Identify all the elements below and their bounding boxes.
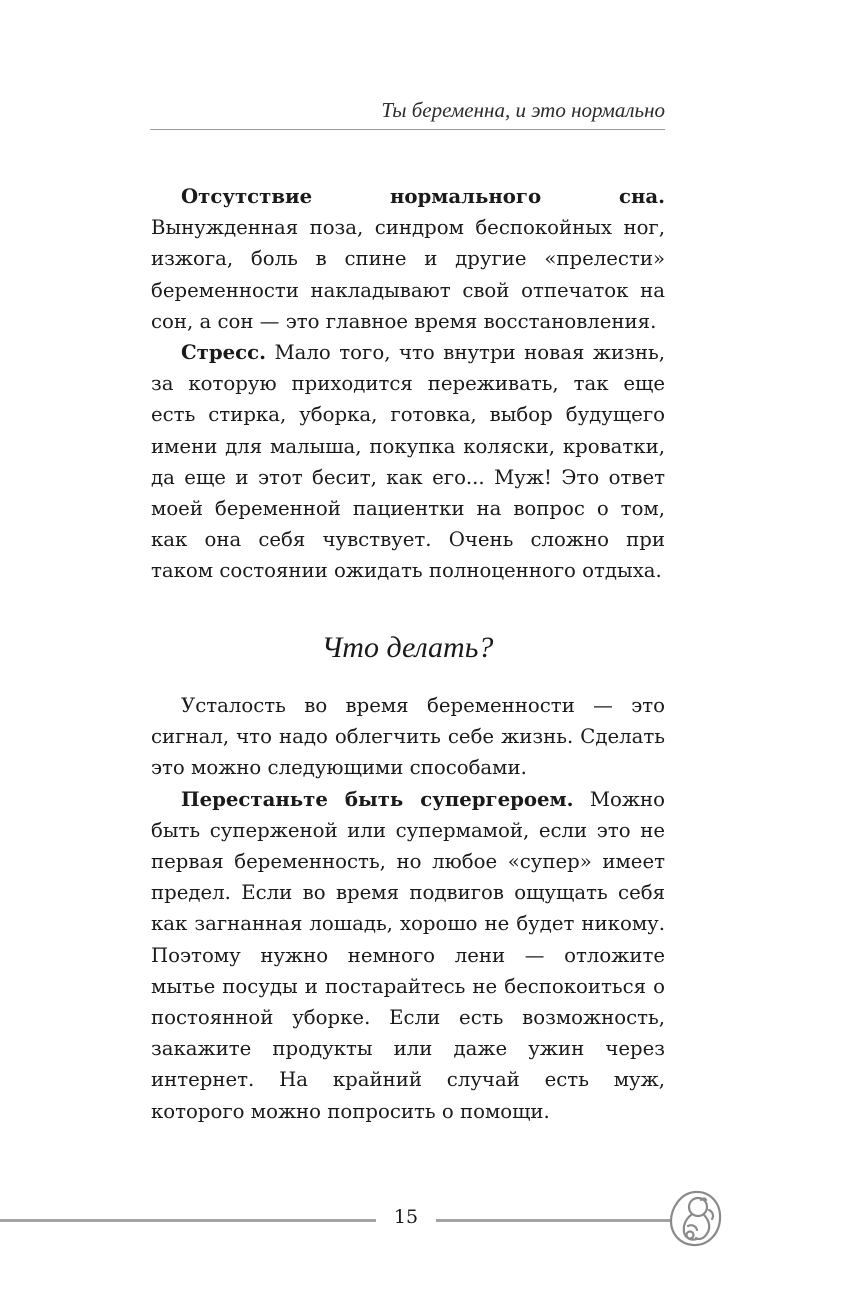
paragraph-fatigue <box>151 690 665 784</box>
paragraph-superhero-lead: Перестаньте быть супергероем. <box>181 787 574 811</box>
paragraph-stress-lead: Стресс. <box>181 341 266 365</box>
paragraph-fatigue-text: Усталость во время беременности — это сигнал, что надо облегчить себе жизнь. Сделать это можно следующими способами. <box>151 694 665 780</box>
running-header: Ты беременна, и это нормально <box>381 98 665 122</box>
paragraph-stress-text: Мало того, что внутри новая жизнь, за которую приходится переживать, так еще есть стирка, уборка, готовка, выбор будущего имени для малыша, покупка коляски, кроватки, да еще и этот бесит, как его... Муж! Это ответ моей беременной пациентки на вопрос о том, как она себя чувствует. Очень сложно при таком состоянии ожидать полноценного отдыха. <box>151 341 665 583</box>
paragraph-sleep-lead: Отсутствие нормального сна. <box>181 185 665 208</box>
text-block-1 <box>151 181 665 587</box>
paragraph-stress <box>151 337 665 587</box>
footer-rule-right <box>436 1219 670 1222</box>
paragraph-sleep-text: Вынужденная поза, синдром беспокойных ног, изжога, боль в спине и другие «прелести» беременности накладывают свой отпечаток на сон, а сон — это главное время восстановления. <box>151 216 665 333</box>
paragraph-sleep <box>151 181 665 337</box>
footer-rule-left <box>0 1219 376 1222</box>
text-block-2 <box>151 690 665 1127</box>
baby-icon <box>666 1188 724 1250</box>
paragraph-superhero-text: Можно быть суперженой или супермамой, если это не первая беременность, но любое «супер» имеет предел. Если во время подвигов ощущать себя как загнанная лошадь, хорошо не будет никому. Поэтому нужно немного лени — отложите мытье посуды и постарайтесь не беспокоиться о постоянной уборке. Если есть возможность, закажите продукты или даже ужин через интернет. На крайний случай есть муж, которого можно попросить о помощи. <box>151 787 666 1123</box>
section-subheading: Что делать? <box>321 631 494 664</box>
header-rule <box>150 129 665 130</box>
page-number: 15 <box>393 1206 419 1228</box>
paragraph-superhero <box>151 784 665 1127</box>
